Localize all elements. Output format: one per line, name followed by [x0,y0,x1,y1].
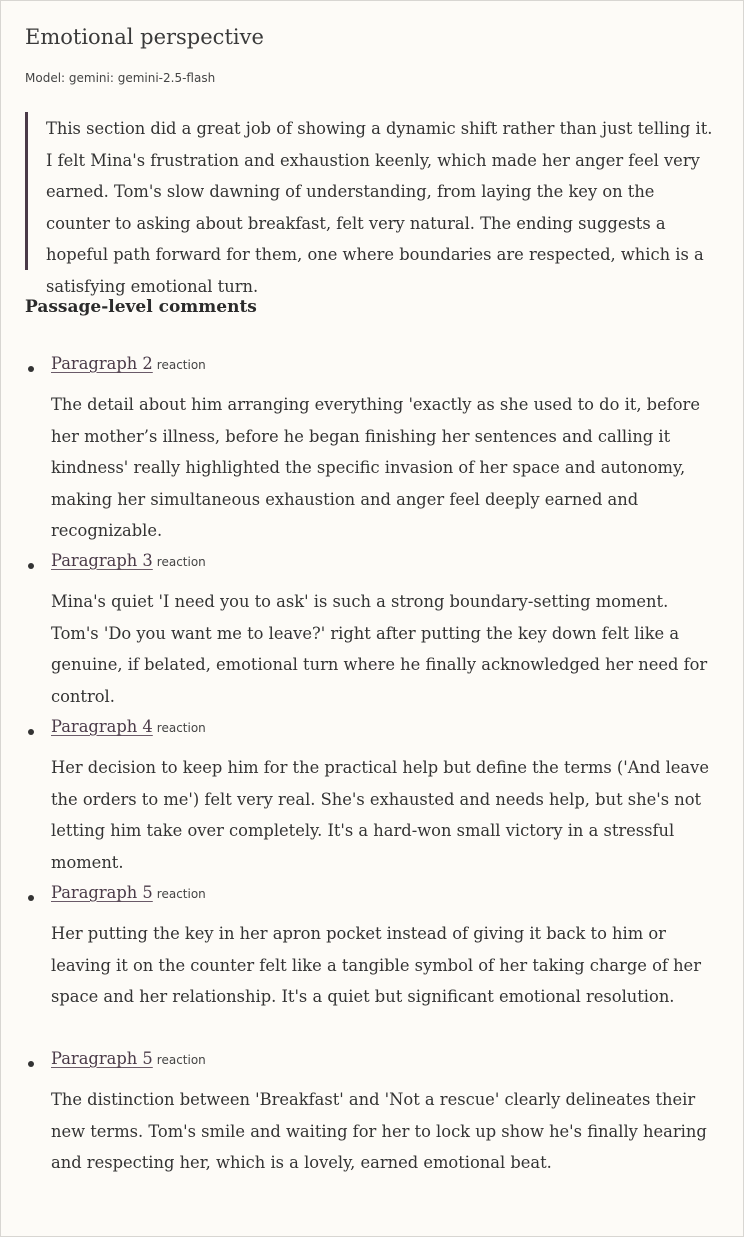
comment-header [51,551,206,571]
bullet-icon [28,895,34,901]
comment-text: Her putting the key in her apron pocket instead of giving it back to him or leaving it on the counter felt like a tangible symbol of her taking charge of her space and her relationship. It's a quiet but significant emotional resolution. [51,924,701,1006]
comment-text: Mina's quiet 'I need you to ask' is such a strong boundary-setting moment. Tom's 'Do you want me to leave?' right after putting the key down felt like a genuine, if belated, emotional turn where he finally acknowledged her need for control. [51,592,708,706]
bullet-icon [28,366,34,372]
bullet-icon [28,729,34,735]
comment-header [51,717,206,737]
comment-header [51,883,206,903]
paragraph-link[interactable]: Paragraph 5 [51,1049,153,1068]
model-label: Model: gemini: gemini-2.5-flash [25,71,216,85]
paragraph-link[interactable]: Paragraph 3 [51,551,153,570]
summary-blockquote: This section did a great job of showing a dynamic shift rather than just telling it. I felt Mina's frustration and exhaustion keenly, which made her anger feel very earned. Tom's slow dawning of understanding, from laying the key on the counter to asking about breakfast, felt very natural. The ending suggests a hopeful path forward for them, one where boundaries are respected, which is a satisfying emotional turn. [25,112,720,270]
reaction-tag: reaction [156,358,206,372]
reaction-tag: reaction [156,721,206,735]
passage-comments-heading: Passage-level comments [25,297,257,317]
reaction-tag: reaction [156,555,206,569]
comment-text: Her decision to keep him for the practical help but define the terms ('And leave the orders to me') felt very real. She's exhausted and needs help, but she's not letting him take over completely. It's a hard-won small victory in a stressful moment. [51,758,709,872]
reaction-tag: reaction [156,887,206,901]
paragraph-link[interactable]: Paragraph 4 [51,717,153,736]
bullet-icon [28,1061,34,1067]
comment-header [51,1049,206,1069]
page-title: Emotional perspective [25,25,264,49]
paragraph-link[interactable]: Paragraph 5 [51,883,153,902]
comment-header [51,354,206,374]
paragraph-link[interactable]: Paragraph 2 [51,354,153,373]
bullet-icon [28,563,34,569]
comment-text: The distinction between 'Breakfast' and 'Not a rescue' clearly delineates their new terms. Tom's smile and waiting for her to lock up show he's finally hearing and respecting her, which is a lovely, earned emotional beat. [51,1090,707,1172]
reaction-tag: reaction [156,1053,206,1067]
comment-text: The detail about him arranging everything 'exactly as she used to do it, before her mother’s illness, before he began finishing her sentences and calling it kindness' really highlighted the specific invasion of her space and autonomy, making her simultaneous exhaustion and anger feel deeply earned and recognizable. [51,395,700,540]
